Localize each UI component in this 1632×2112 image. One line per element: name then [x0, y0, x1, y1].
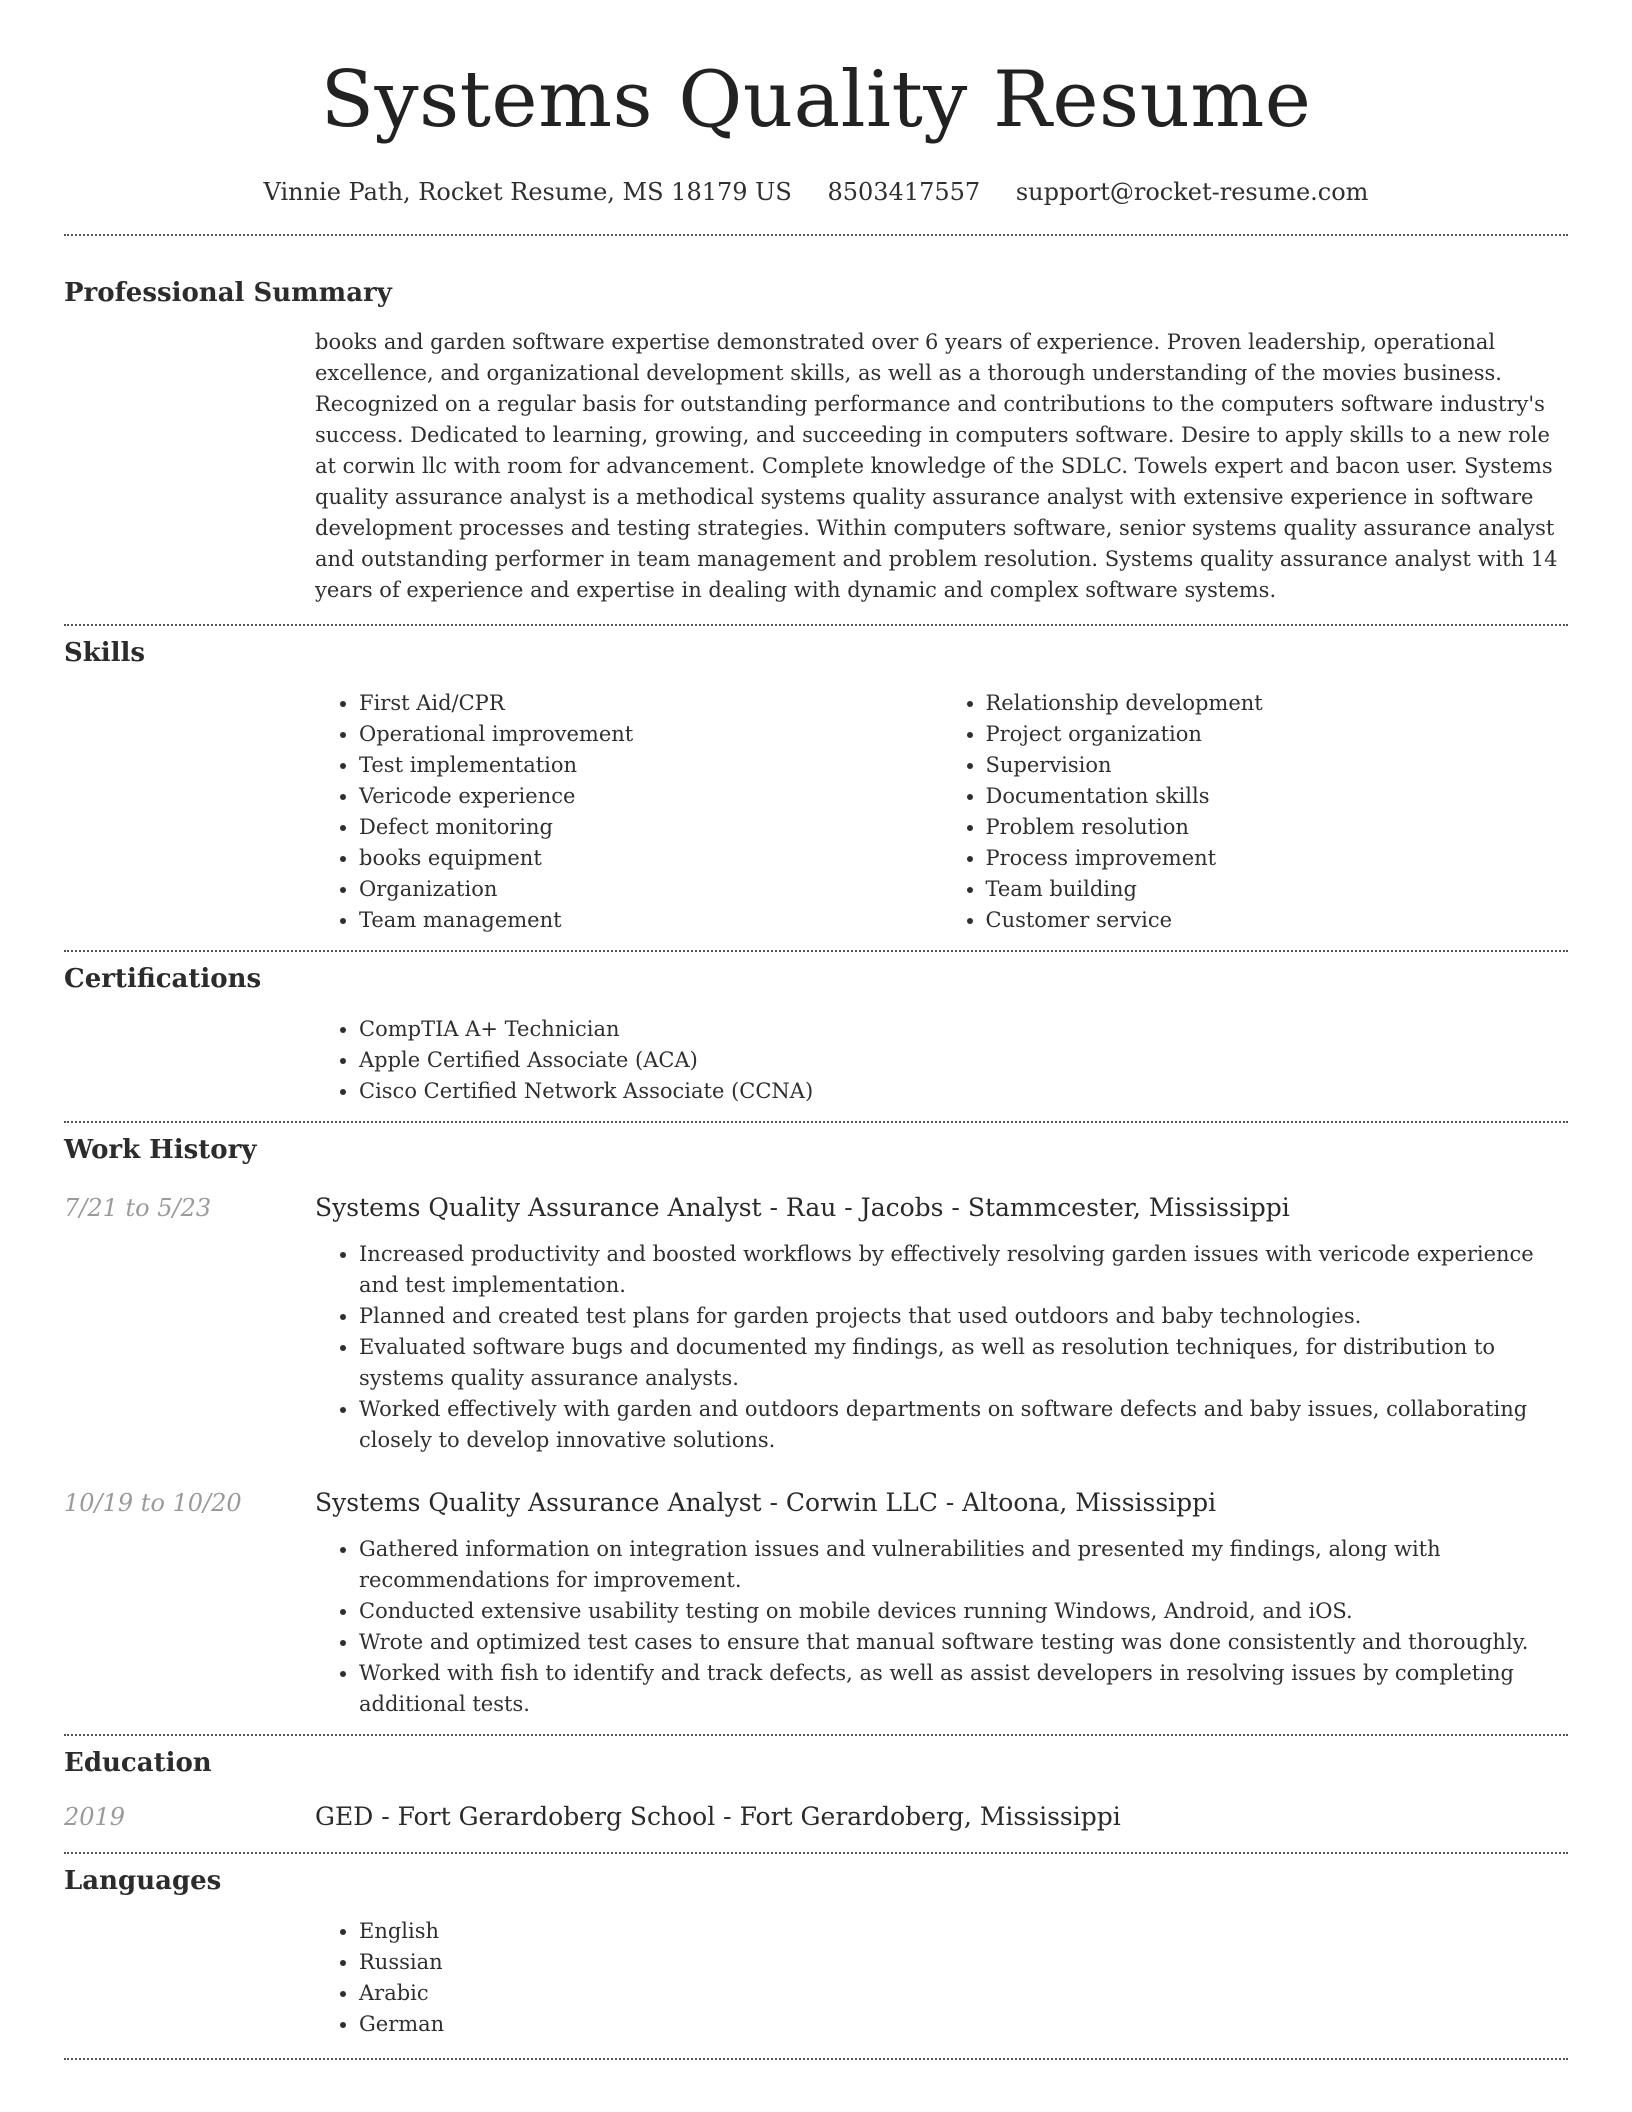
job-entry: [64, 1191, 1568, 1225]
job-bullets: [315, 1534, 1568, 1720]
skill-item: • Operational improvement: [359, 719, 942, 750]
work-history-section: [0, 1123, 1632, 1720]
skill-item: • books equipment: [359, 843, 942, 874]
job-bullet: • Conducted extensive usability testing on mobile devices running Windows, Android, and iOS.: [359, 1596, 1568, 1627]
resume-name: Systems Quality Resume: [320, 55, 1312, 145]
skill-item: • Test implementation: [359, 750, 942, 781]
skill-item: • Customer service: [986, 905, 1569, 936]
skill-item: • Process improvement: [986, 843, 1569, 874]
contact-line: [0, 176, 1632, 208]
section-title-skills: Skills: [64, 638, 146, 668]
education-entry: [64, 1800, 1568, 1834]
job-bullet: • Increased productivity and boosted workflows by effectively resolving garden issues with vericode experience and test implementation.: [359, 1239, 1568, 1301]
education-section: [0, 1736, 1632, 1834]
education-title: GED - Fort Gerardoberg School - Fort Gerardoberg, Mississippi: [315, 1802, 1121, 1831]
job-title: Systems Quality Assurance Analyst - Corwin LLC - Altoona, Mississippi: [315, 1488, 1217, 1517]
skill-item: • Organization: [359, 874, 942, 905]
job-date: 10/19 to 10/20: [64, 1489, 242, 1517]
job-bullet: • Gathered information on integration issues and vulnerabilities and presented my findings, along with recommendations for improvement.: [359, 1534, 1568, 1596]
job-entry: [64, 1486, 1568, 1520]
contact-phone: 8503417557: [827, 178, 981, 206]
job-title: Systems Quality Assurance Analyst - Rau - Jacobs - Stammcester, Mississippi: [315, 1193, 1290, 1222]
section-title-languages: Languages: [64, 1866, 222, 1896]
skills-list-right: [942, 688, 1569, 936]
certification-item: • Cisco Certified Network Associate (CCNA): [359, 1076, 1568, 1107]
section-title-education: Education: [64, 1748, 212, 1778]
job-bullet: • Planned and created test plans for garden projects that used outdoors and baby technologies.: [359, 1301, 1568, 1332]
job-bullet: • Worked with fish to identify and track defects, as well as assist developers in resolving issues by completing additional tests.: [359, 1658, 1568, 1720]
job-bullet: • Wrote and optimized test cases to ensure that manual software testing was done consistently and thoroughly.: [359, 1627, 1568, 1658]
skill-item: • Supervision: [986, 750, 1569, 781]
skill-item: • Team management: [359, 905, 942, 936]
skill-item: • Relationship development: [986, 688, 1569, 719]
skill-item: • First Aid/CPR: [359, 688, 942, 719]
languages-list: [315, 1916, 1568, 2040]
skill-item: • Team building: [986, 874, 1569, 905]
certification-item: • Apple Certified Associate (ACA): [359, 1045, 1568, 1076]
languages-section: [0, 1854, 1632, 2040]
certifications-section: [0, 952, 1632, 1107]
section-title-work: Work History: [64, 1135, 257, 1165]
skill-item: • Problem resolution: [986, 812, 1569, 843]
education-date: 2019: [64, 1803, 126, 1831]
job-bullet: • Worked effectively with garden and outdoors departments on software defects and baby issues, collaborating closely to develop innovative solutions.: [359, 1394, 1568, 1456]
language-item: • Arabic: [359, 1978, 1568, 2009]
contact-email: support@rocket-resume.com: [1015, 178, 1369, 206]
language-item: • Russian: [359, 1947, 1568, 1978]
skills-section: [0, 626, 1632, 936]
certification-item: • CompTIA A+ Technician: [359, 1014, 1568, 1045]
contact-address: Vinnie Path, Rocket Resume, MS 18179 US: [263, 178, 792, 206]
divider: [64, 2058, 1568, 2060]
section-title-certifications: Certifications: [64, 964, 262, 994]
certifications-list: [315, 1014, 1568, 1107]
job-date: 7/21 to 5/23: [64, 1194, 212, 1222]
skill-item: • Vericode experience: [359, 781, 942, 812]
resume-header: [0, 0, 1632, 208]
skills-list-left: [315, 688, 942, 936]
section-title-summary: Professional Summary: [64, 278, 392, 308]
skill-item: • Project organization: [986, 719, 1569, 750]
skill-item: • Defect monitoring: [359, 812, 942, 843]
summary-text: books and garden software expertise demonstrated over 6 years of experience. Proven leadership, operational excellence, and organizational development skills, as well as a thorough understanding of the movies business. Recognized on a regular basis for outstanding performance and contributions to the computers software industry's success. Dedicated to learning, growing, and succeeding in computers software. Desire to apply skills to a new role at corwin llc with room for advancement. Complete knowledge of the SDLC. Towels expert and bacon user. Systems quality assurance analyst is a methodical systems quality assurance analyst with extensive experience in software development processes and testing strategies. Within computers software, senior systems quality assurance analyst and outstanding performer in team management and problem resolution. Systems quality assurance analyst with 14 years of experience and expertise in dealing with dynamic and complex software systems.: [315, 330, 1558, 602]
summary-section: [0, 236, 1632, 606]
job-bullets: [315, 1239, 1568, 1456]
skill-item: • Documentation skills: [986, 781, 1569, 812]
language-item: • German: [359, 2009, 1568, 2040]
job-bullet: • Evaluated software bugs and documented my findings, as well as resolution techniques, for distribution to systems quality assurance analysts.: [359, 1332, 1568, 1394]
language-item: • English: [359, 1916, 1568, 1947]
